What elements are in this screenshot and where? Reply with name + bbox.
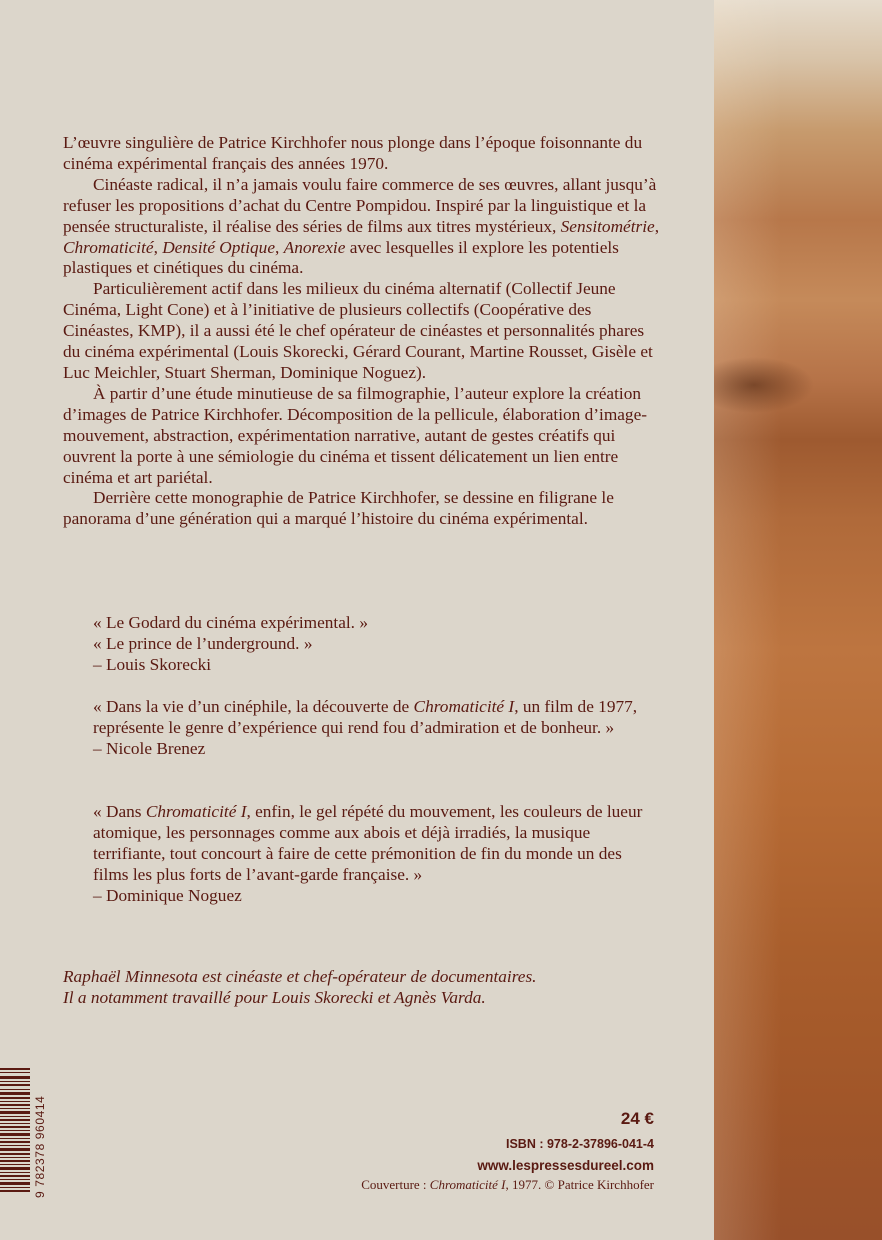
cover-photo <box>714 0 882 1240</box>
cover-credit: Couverture : Chromaticité I, 1977. © Patrice Kirchhofer <box>361 1177 654 1192</box>
quote-line: « Le prince de l’underground. » <box>93 634 313 653</box>
paragraph-radical: Cinéaste radical, il n’a jamais voulu faire commerce de ses œuvres, allant jusqu’à refuser les propositions d’achat du Centre Pompidou. Inspiré par la linguistique et la pensée structuraliste, il réalise des séries de films aux titres mystérieux, Sensitométrie, Chromaticité, Densité Optique, Anorexie avec lesquelles il explore les potentiels plastiques et cinétiques du cinéma. <box>63 174 660 278</box>
quote-brenez <box>93 696 653 759</box>
barcode-digits: 9 782378 960414 <box>33 1095 47 1198</box>
quote-author: – Nicole Brenez <box>93 739 206 758</box>
quote-text: « Dans Chromaticité I, enfin, le gel répété du mouvement, les couleurs de lueur atomique, les personnages comme aux abois et déjà irradiés, la musique terrifiante, tout concourt à faire de cette prémonition de fin du monde un des films les plus forts de l’avant-garde française. » <box>93 802 647 884</box>
quote-author: – Louis Skorecki <box>93 655 212 674</box>
quote-text: « Dans la vie d’un cinéphile, la découverte de Chromaticité I, un film de 1977, représente le genre d’expérience qui rend fou d’admiration et de bonheur. » <box>93 697 642 737</box>
film-title: Chromaticité I <box>413 697 515 716</box>
quote-noguez <box>93 801 653 906</box>
author-bio <box>63 966 703 1008</box>
back-cover-text <box>63 133 663 530</box>
bio-line: Il a notamment travaillé pour Louis Skorecki et Agnès Varda. <box>63 988 486 1007</box>
paragraph-filmography: À partir d’une étude minutieuse de sa filmographie, l’auteur explore la création d’images de Patrice Kirchhofer. Décomposition de la pellicule, élaboration d’image-mouvement, abstraction, expérimentation narrative, autant de gestes créatifs qui ouvrent la porte à une sémiologie du cinéma et tissent délicatement un lien entre cinéma et art pariétal. <box>63 383 647 487</box>
film-title: Chromaticité I <box>145 802 247 821</box>
quote-author: – Dominique Noguez <box>93 886 242 905</box>
paragraph-collectives: Particulièrement actif dans les milieux du cinéma alternatif (Collectif Jeune Cinéma, Light Cone) et à l’initiative de plusieurs collectifs (Coopérative des Cinéastes, KMP), il a aussi été le chef opérateur de cinéastes et personnalités phares du cinéma expérimental (Louis Skorecki, Gérard Courant, Martine Rousset, Gisèle et Luc Meichler, Stuart Sherman, Dominique Noguez). <box>63 279 653 382</box>
film-title: Anorexie <box>283 237 346 257</box>
colophon <box>361 1108 654 1194</box>
bio-line: Raphaël Minnesota est cinéaste et chef-opérateur de documentaires. <box>63 967 537 986</box>
film-title: Chromaticité <box>63 237 154 257</box>
quote-line: « Le Godard du cinéma expérimental. » <box>93 613 368 632</box>
film-title: Densité Optique <box>162 237 275 257</box>
quote-skorecki <box>93 612 653 675</box>
paragraph-panorama: Derrière cette monographie de Patrice Kirchhofer, se dessine en filigrane le panorama d’une génération qui a marqué l’histoire du cinéma expérimental. <box>63 488 614 529</box>
film-title: Sensitométrie <box>560 216 655 236</box>
price: 24 € <box>620 1109 654 1128</box>
isbn: ISBN : 978-2-37896-041-4 <box>506 1137 654 1151</box>
paragraph-intro: L’œuvre singulière de Patrice Kirchhofer nous plonge dans l’époque foisonnante du cinéma expérimental français des années 1970. <box>63 133 643 173</box>
publisher-url[interactable]: www.lespressesdureel.com <box>477 1158 654 1173</box>
